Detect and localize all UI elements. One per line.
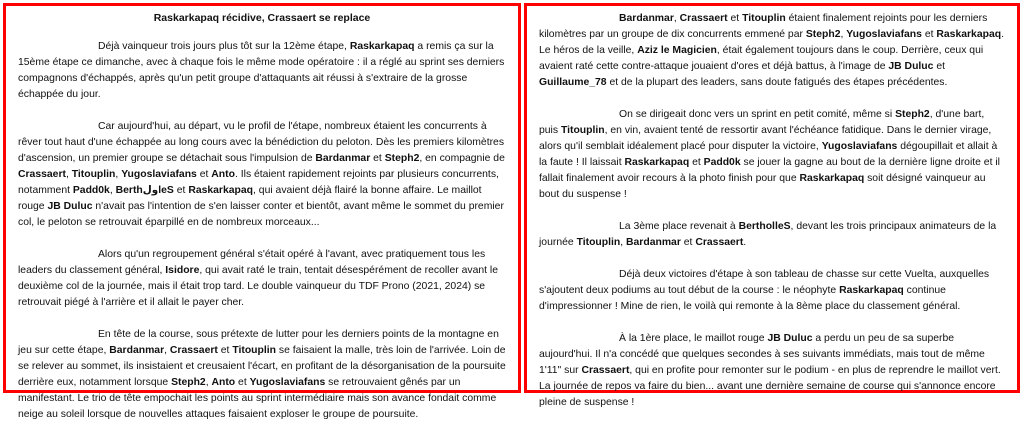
rider-name: Steph2 <box>384 153 420 164</box>
rider-name: Raskarkapaq <box>624 157 690 168</box>
rider-name: Yugoslaviafans <box>121 169 197 180</box>
rider-name: BertholleS <box>738 221 791 232</box>
text-run: En tête de la course, sous prétexte de lutter pour les derniers points de la montagne en jeu sur cette étape, <box>18 329 499 356</box>
text-run: et de la plupart des leaders, sans doute fatigués des étapes précédentes. <box>606 77 948 88</box>
text-run: On se dirigeait donc vers un sprint en petit comité, même si <box>619 109 896 120</box>
text-run: , <box>109 185 116 196</box>
text-run: , <box>840 29 847 40</box>
left-paragraph <box>18 327 506 423</box>
text-run: et <box>196 169 212 180</box>
rider-name: Bardanmar <box>619 13 674 24</box>
text-run: se jouer la gagne au bout de la dernière ligne droite et il fallait finalement avoir recours à la photo finish pour que <box>539 157 1000 184</box>
rider-name: Yugoslaviafans <box>846 29 922 40</box>
rider-name: Padd0k <box>72 185 110 196</box>
text-run: et <box>680 237 696 248</box>
rider-name: Crassaert <box>679 13 728 24</box>
text-run: se faisaient la malle, très loin de l'arrivée. Loin de se relever au sommet, ils insistaient et creusaient l'écart, en profitant de la désorganisation de la poursuite derrière eux, notamment lorsque <box>18 345 506 388</box>
rider-name: Steph2 <box>805 29 841 40</box>
text-run: . Ils étaient rapidement rejoints par plusieurs concurrents, notamment <box>18 169 499 196</box>
text-run: se retrouvaient gênés par un manifestant. Le trio de tête empochait les points au sprint intermédiaire mais son avance fondait comme neige au soleil lorsque de nouvelles attaques faisaient exploser le groupe de poursuite. <box>18 377 497 420</box>
right-paragraph <box>539 107 1005 203</box>
rider-name: Raskarkapaq <box>839 285 904 296</box>
rider-name: JB Duluc <box>767 333 813 344</box>
rider-name: Steph2 <box>895 109 930 120</box>
text-run: et <box>173 185 189 196</box>
text-run: Déjà deux victoires d'étape à son tableau de chasse sur cette Vuelta, auxquelles s'ajoutent deux podiums au tout début de la course : le néophyte <box>539 269 990 296</box>
left-column <box>3 3 521 420</box>
text-run: n'avait pas l'intention de s'en laisser conter et bientôt, avant même le sommet du premier col, le peloton se retrouvait éparpillé en de nombreux morceaux... <box>18 201 504 228</box>
text-run: , <box>205 377 212 388</box>
rider-name: Padd0k <box>703 157 741 168</box>
right-paragraph <box>539 267 1005 315</box>
text-run: , devant les trois principaux animateurs de la journée <box>539 221 997 248</box>
text-run: , <box>673 13 680 24</box>
rider-name: Titouplin <box>232 345 276 356</box>
rider-name: Guillaume_78 <box>539 77 607 88</box>
rider-name: JB Duluc <box>888 61 934 72</box>
text-run: , qui avait raté le train, tentait désespérément de recoller avant le deuxième col de la journée, mais il était trop tard. Le double vainqueur du TDF Prono (2021, 2024) se retrouvait piégé à l'arrière et il allait le payer cher. <box>18 265 498 308</box>
text-run: Déjà vainqueur trois jours plus tôt sur la 12ème étape, <box>98 41 350 52</box>
text-run: et <box>235 377 250 388</box>
left-paragraph <box>18 39 506 103</box>
rider-name: Raskarkapaq <box>799 173 865 184</box>
right-column-body <box>539 11 1005 411</box>
text-run: , en vin, avaient tenté de ressortir avant l'échéance fatidique. Dans le dernier virage, alors qu'il semblait idéalement placé pour disputer la victoire, <box>539 125 992 152</box>
rider-name: Yugoslaviafans <box>821 141 898 152</box>
right-paragraph <box>539 219 1005 251</box>
rider-name: Bardanmar <box>315 153 371 164</box>
text-run: , <box>164 345 170 356</box>
left-column-body <box>18 39 506 423</box>
right-paragraph <box>539 11 1005 91</box>
text-run: , <box>65 169 72 180</box>
text-run: et <box>217 345 233 356</box>
text-run: La 3ème place revenait à <box>619 221 739 232</box>
text-run: et <box>370 153 385 164</box>
rider-name: JB Duluc <box>47 201 93 212</box>
rider-name: Isidore <box>165 265 200 276</box>
text-run: . Le héros de la veille, <box>539 29 1004 56</box>
text-run: , qui en profite pour remonter sur le podium - en plus de reprendre le maillot vert. La journée de repos va faire du bien... avant une dernière semaine de course qui s'annonce encore pleine de suspense ! <box>539 365 1001 408</box>
text-run: Car aujourd'hui, au départ, vu le profil de l'étape, nombreux étaient les concurrents à rêver tout haut d'une échappée au long cours avec la bénédiction du peloton. Dès les premiers kilomètres d'ascension, un premier groupe se détachait sous l'impulsion de <box>18 121 505 164</box>
rider-name: Bardanmar <box>109 345 165 356</box>
rider-name: Titouplin <box>576 237 621 248</box>
rider-name: Crassaert <box>18 169 66 180</box>
rider-name: Raskarkapaq <box>188 185 254 196</box>
text-run: , <box>115 169 122 180</box>
rider-name: Anto <box>211 169 235 180</box>
text-run: continue d'impressionner ! Mine de rien, le voilà qui remonte à la 8ème place du classement général. <box>539 285 961 312</box>
rider-name: Anto <box>211 377 236 388</box>
text-run: et <box>921 29 937 40</box>
text-run: dégoupillait et allait à la faute ! Il laissait <box>539 141 998 168</box>
text-run: et <box>689 157 704 168</box>
text-run: . <box>743 237 747 248</box>
text-run: soit désigné vainqueur au bout du suspense ! <box>539 173 986 200</box>
text-run: a perdu un peu de sa superbe aujourd'hui. Il n'a concédé que quelques secondes à ses suivants immédiats, mais tout de même 1'11" sur <box>539 333 985 376</box>
rider-name: Aziz le Magicien <box>637 45 717 56</box>
left-paragraph <box>18 119 506 231</box>
rider-name: Raskarkapaq <box>936 29 1002 40</box>
rider-name: Crassaert <box>169 345 218 356</box>
rider-name: Yugoslaviafans <box>249 377 326 388</box>
text-run: étaient finalement rejoints pour les derniers kilomètres par un groupe de dix concurrents emmené par <box>539 13 988 40</box>
article-title: Raskarkapaq récidive, Crassaert se replace <box>153 12 371 24</box>
text-run: , était également toujours dans le coup. Derrière, ceux qui avaient raté cette contre-attaque jouaient d'ores et déjà battus, à l'image de <box>539 45 984 72</box>
rider-name: Raskarkapaq <box>349 41 415 52</box>
rider-name: Bardanmar <box>626 237 681 248</box>
rider-name: Crassaert <box>581 365 630 376</box>
text-run: , en compagnie de <box>419 153 505 164</box>
text-run: , qui avaient déjà flairé la bonne affaire. Le maillot rouge <box>18 185 482 212</box>
rider-name: BerthولleS <box>115 185 174 196</box>
rider-name: Titouplin <box>71 169 116 180</box>
right-column <box>524 3 1020 408</box>
right-paragraph <box>539 331 1005 411</box>
text-run: , d'une bart, puis <box>539 109 985 136</box>
rider-name: Titouplin <box>560 125 605 136</box>
text-run: , <box>620 237 627 248</box>
text-run: a remis ça sur la 15ème étape ce dimanche, avec à chaque fois le même mode opératoire : il a réglé au sprint ses derniers compagnons d'échappés, après qu'un petit groupe d'attaquants ait réussi à s'extraire de la grosse échappée du jour. <box>18 41 505 100</box>
left-paragraph <box>18 247 506 311</box>
rider-name: Titouplin <box>742 13 786 24</box>
text-run: et <box>727 13 743 24</box>
text-run: À la 1ère place, le maillot rouge <box>619 333 768 344</box>
text-run: Alors qu'un regroupement général s'était opéré à l'avant, avec pratiquement tous les leaders du classement général, <box>18 249 486 276</box>
rider-name: Crassaert <box>695 237 744 248</box>
rider-name: Steph2 <box>171 377 206 388</box>
text-run: et <box>933 61 945 72</box>
